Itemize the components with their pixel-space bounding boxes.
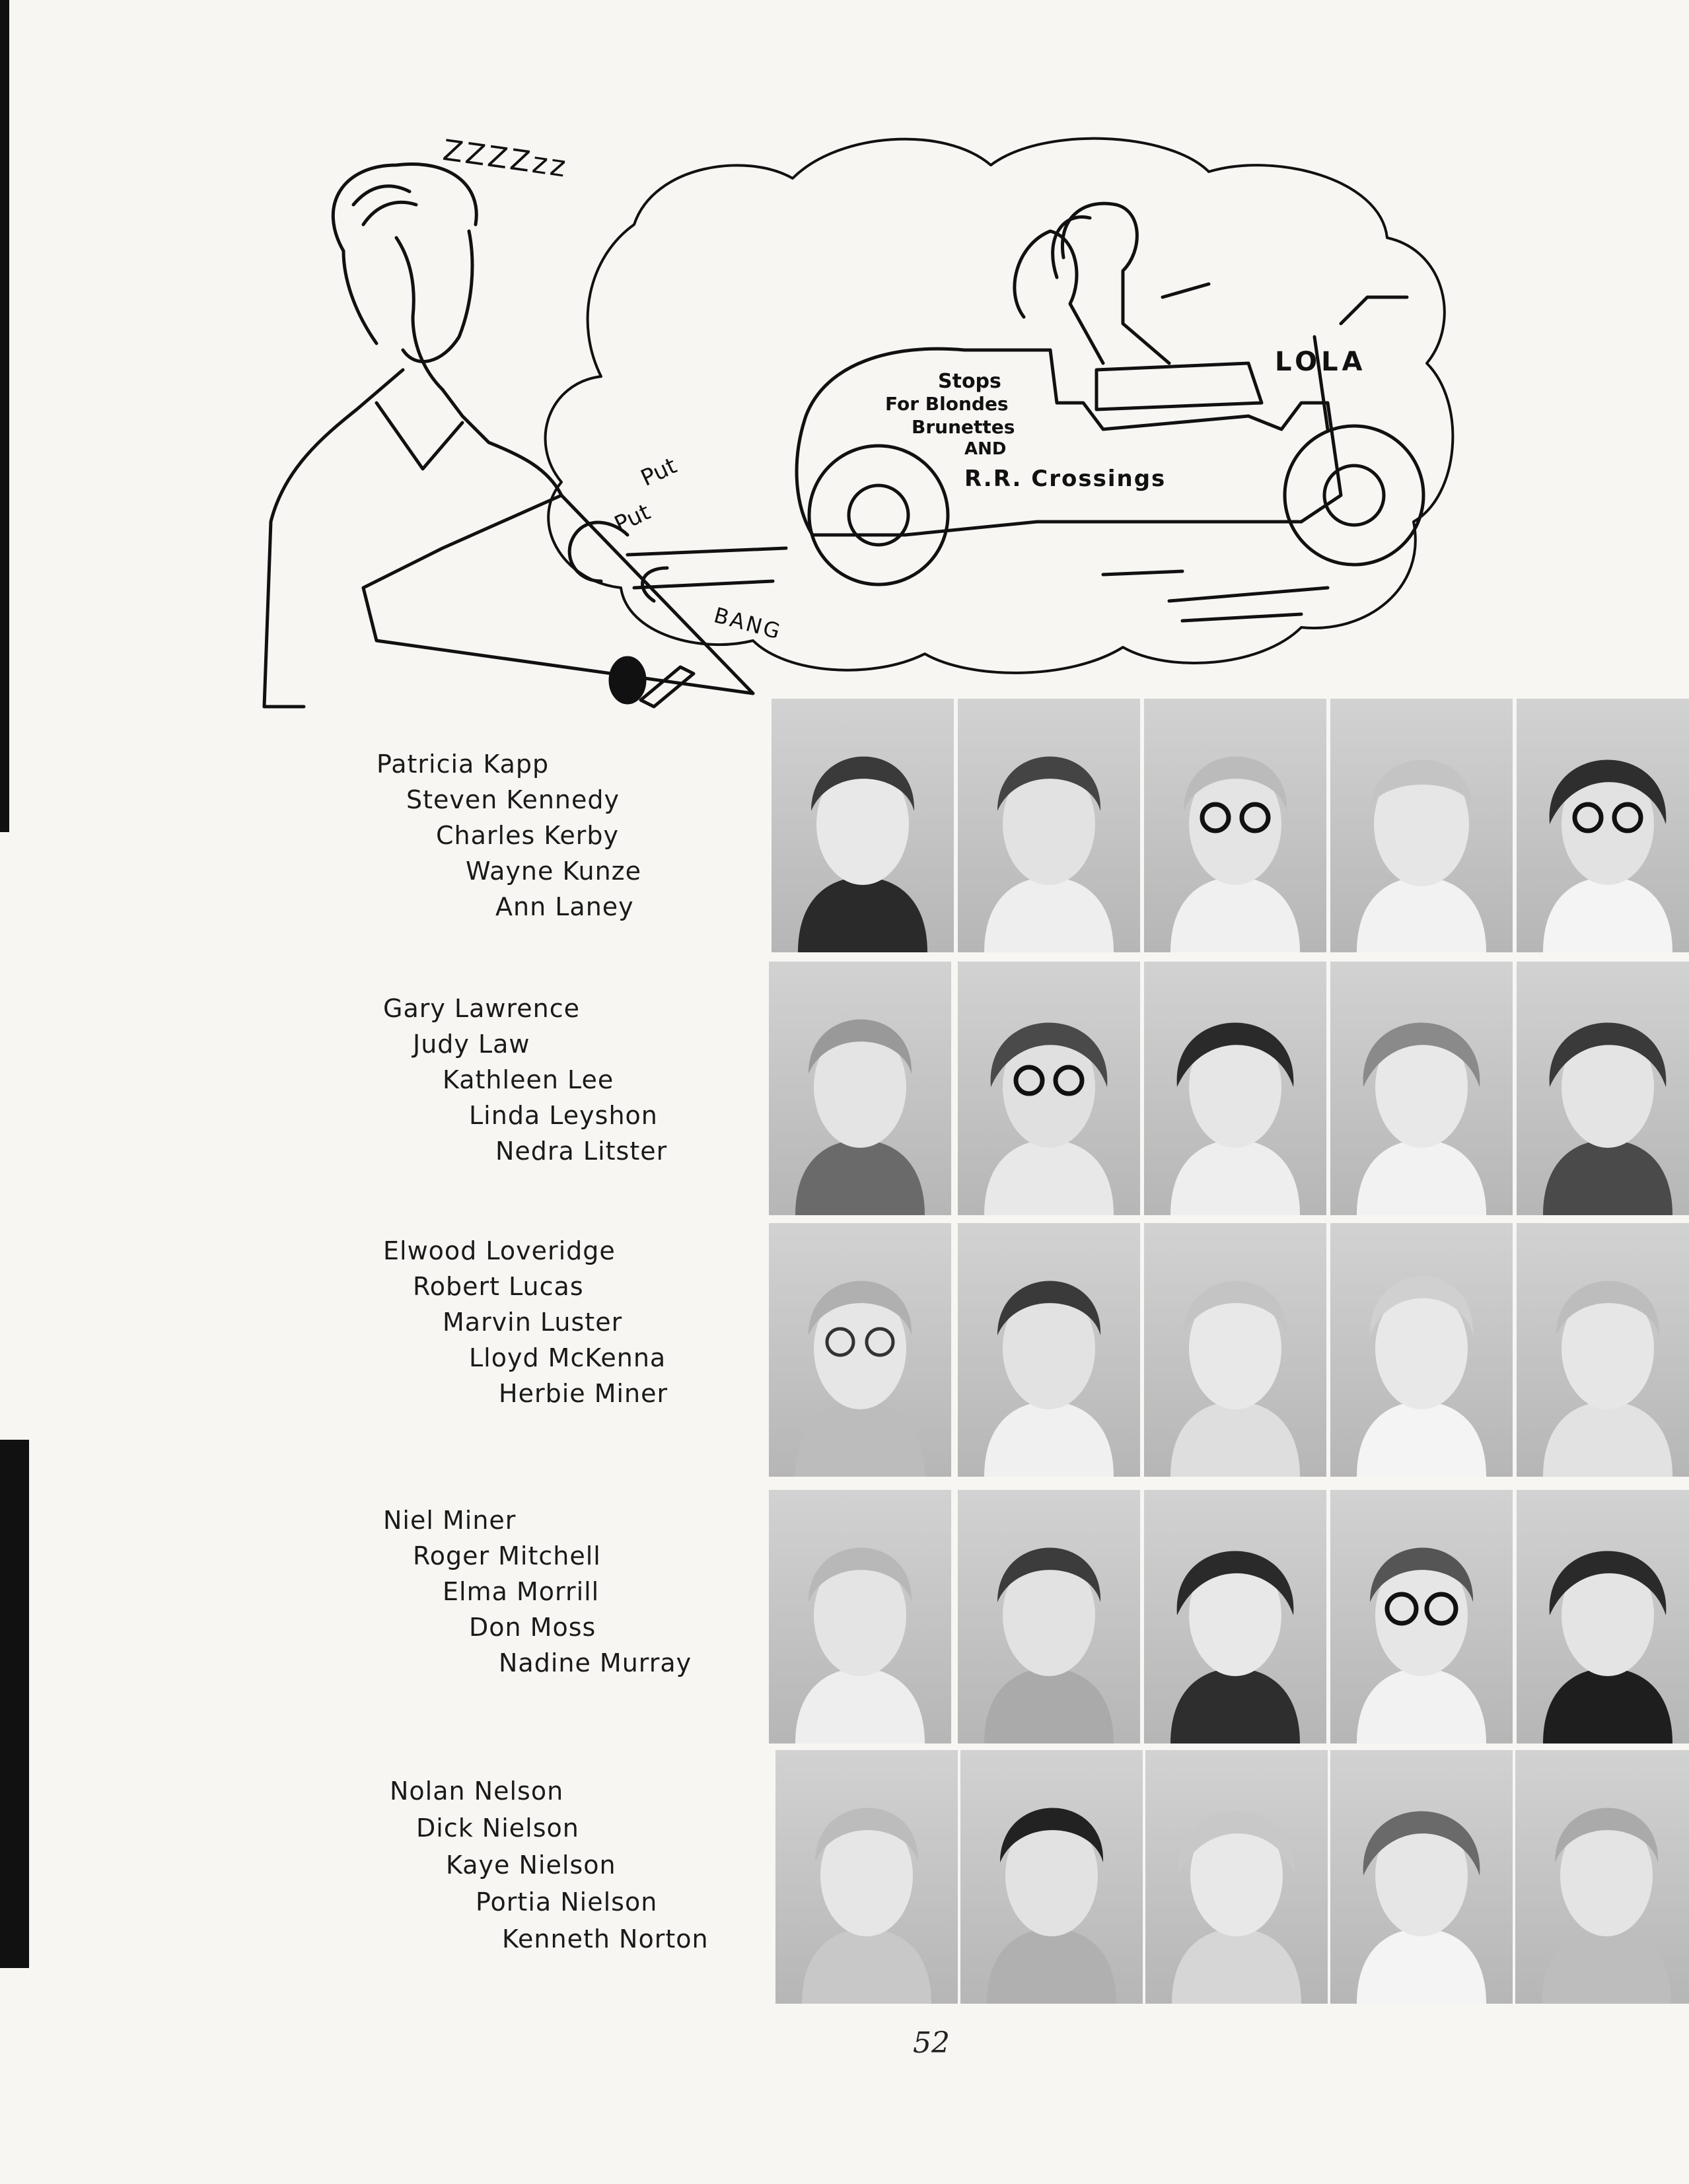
portrait-photo [1330, 962, 1513, 1215]
portrait-photo [1517, 1490, 1689, 1744]
portrait-photo [960, 1750, 1143, 2004]
binding-edge-bottom [0, 1440, 29, 1968]
portrait-row-2 [766, 962, 1689, 1219]
portrait-photo [1517, 699, 1689, 952]
portrait-photo [769, 962, 951, 1215]
student-name: Robert Lucas [413, 1272, 584, 1301]
daydream-drawing [244, 125, 1552, 726]
portrait-photo [1330, 1750, 1513, 2004]
student-name: Wayne Kunze [466, 857, 641, 886]
student-name: Gary Lawrence [383, 994, 580, 1023]
portrait-photo [1144, 699, 1326, 952]
portrait-photo [1144, 1223, 1326, 1477]
portrait-photo [772, 699, 954, 952]
student-name: Kenneth Norton [502, 1924, 709, 1954]
student-name: Judy Law [413, 1030, 530, 1059]
page-number: 52 [913, 2026, 950, 2060]
put-sound-text-2: Put [610, 499, 655, 538]
car-name-text: LOLA [1275, 347, 1367, 377]
portrait-photo [1330, 1490, 1513, 1744]
student-name: Linda Leyshon [469, 1101, 658, 1130]
student-name: Portia Nielson [476, 1887, 658, 1917]
portrait-photo [1517, 962, 1689, 1215]
student-name: Herbie Miner [499, 1379, 668, 1408]
student-name: Nadine Murray [499, 1648, 692, 1677]
portrait-row-1 [766, 699, 1689, 956]
portrait-photo [1144, 962, 1326, 1215]
put-sound-text: Put [637, 452, 681, 492]
portrait-photo [958, 699, 1140, 952]
car-sign-line-5: R.R. Crossings [964, 466, 1167, 492]
student-name: Elwood Loveridge [383, 1236, 616, 1265]
student-name: Nolan Nelson [390, 1777, 564, 1806]
portrait-row-5 [766, 1750, 1689, 2008]
portrait-photo [769, 1490, 951, 1744]
student-name: Marvin Luster [443, 1308, 623, 1337]
student-name: Patricia Kapp [377, 750, 550, 779]
portrait-photo [1330, 699, 1513, 952]
car-sign-line-3: Brunettes [912, 416, 1015, 438]
portrait-photo [1330, 1223, 1513, 1477]
portrait-row-3 [766, 1223, 1689, 1481]
student-name: Dick Nielson [416, 1814, 579, 1843]
portrait-photo [769, 1223, 951, 1477]
student-name: Ann Laney [495, 892, 634, 921]
car-sign-line-1: Stops [938, 370, 1001, 393]
portrait-photo [958, 1223, 1140, 1477]
cartoon-illustration [244, 125, 1552, 726]
portrait-photo [958, 1490, 1140, 1744]
car-sign-line-4: AND [964, 439, 1007, 459]
student-name: Nedra Litster [495, 1137, 668, 1166]
portrait-photo [775, 1750, 958, 2004]
car-sign-line-2: For Blondes [885, 393, 1009, 415]
name-list-group-5 [377, 1777, 746, 1975]
student-name: Roger Mitchell [413, 1541, 601, 1570]
binding-edge-top [0, 0, 9, 832]
portrait-row-4 [766, 1490, 1689, 1747]
portrait-photo [1515, 1750, 1689, 2004]
student-name: Charles Kerby [436, 821, 619, 850]
portrait-photo [1144, 1490, 1326, 1744]
name-list-group-1 [377, 750, 746, 934]
student-name: Lloyd McKenna [469, 1343, 666, 1372]
portrait-photo [958, 962, 1140, 1215]
bang-sound-text: BANG [711, 602, 785, 645]
portrait-photo [1517, 1223, 1689, 1477]
portrait-photo [1145, 1750, 1328, 2004]
student-name: Steven Kennedy [406, 785, 620, 814]
student-name: Elma Morrill [443, 1577, 600, 1606]
student-name: Don Moss [469, 1613, 596, 1642]
snore-text: ZZZZzz [441, 133, 571, 185]
student-name: Kathleen Lee [443, 1065, 614, 1094]
name-list-group-2 [377, 994, 746, 1179]
name-list-group-4 [377, 1506, 746, 1691]
student-name: Niel Miner [383, 1506, 517, 1535]
name-list-group-3 [377, 1236, 746, 1421]
student-name: Kaye Nielson [446, 1850, 616, 1880]
